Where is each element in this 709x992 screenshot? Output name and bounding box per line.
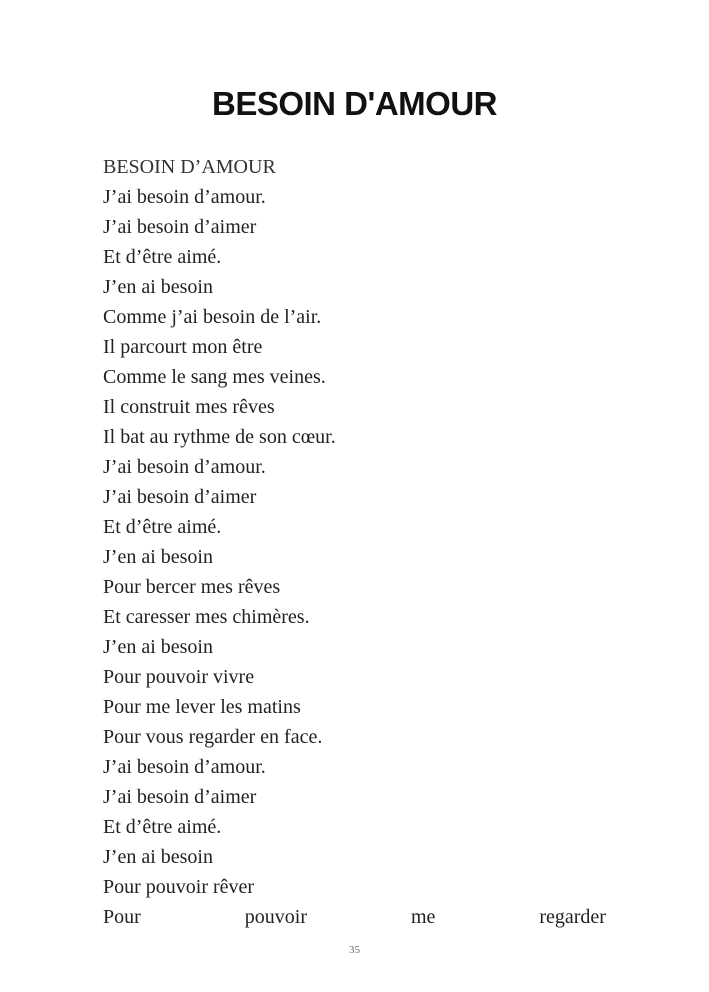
poem-line: J’en ai besoin xyxy=(103,276,213,298)
poem-line: Et d’être aimé. xyxy=(103,816,222,838)
poem-line: Et caresser mes chimères. xyxy=(103,606,310,628)
poem-line: Pour vous regarder en face. xyxy=(103,726,323,748)
poem-line: J’ai besoin d’amour. xyxy=(103,186,266,208)
poem-word: Pour xyxy=(103,906,141,928)
poem-line: J’en ai besoin xyxy=(103,846,213,868)
poem-line: Pour pouvoir vivre xyxy=(103,666,255,688)
page-title: BESOIN D'AMOUR xyxy=(211,85,498,122)
poem-line: Et d’être aimé. xyxy=(103,516,222,538)
poem-line: J’ai besoin d’aimer xyxy=(103,216,257,238)
poem-line: J’ai besoin d’aimer xyxy=(103,486,257,508)
poem-word: me xyxy=(410,906,436,928)
poem-word: pouvoir xyxy=(244,906,307,928)
poem-heading: BESOIN D’AMOUR xyxy=(103,156,276,178)
poem-line: Il construit mes rêves xyxy=(103,396,275,418)
poem-line: J’en ai besoin xyxy=(103,636,213,658)
poem-word: regarder xyxy=(539,906,606,928)
poem-body xyxy=(103,152,606,932)
poem-line: Pour bercer mes rêves xyxy=(103,576,281,598)
poem-line-justified xyxy=(103,902,606,932)
poem-line: Pour me lever les matins xyxy=(103,696,301,718)
poem-line: J’en ai besoin xyxy=(103,546,213,568)
poem-line: Il parcourt mon être xyxy=(103,336,263,358)
poem-line: Comme le sang mes veines. xyxy=(103,366,326,388)
poem-line: J’ai besoin d’amour. xyxy=(103,756,266,778)
poem-line: Comme j’ai besoin de l’air. xyxy=(103,306,322,328)
poem-line: J’ai besoin d’amour. xyxy=(103,456,266,478)
page-number: 35 xyxy=(349,944,360,956)
poem-line: Pour pouvoir rêver xyxy=(103,876,255,898)
poem-line: Et d’être aimé. xyxy=(103,246,222,268)
poem-line: J’ai besoin d’aimer xyxy=(103,786,257,808)
poem-line: Il bat au rythme de son cœur. xyxy=(103,426,336,448)
